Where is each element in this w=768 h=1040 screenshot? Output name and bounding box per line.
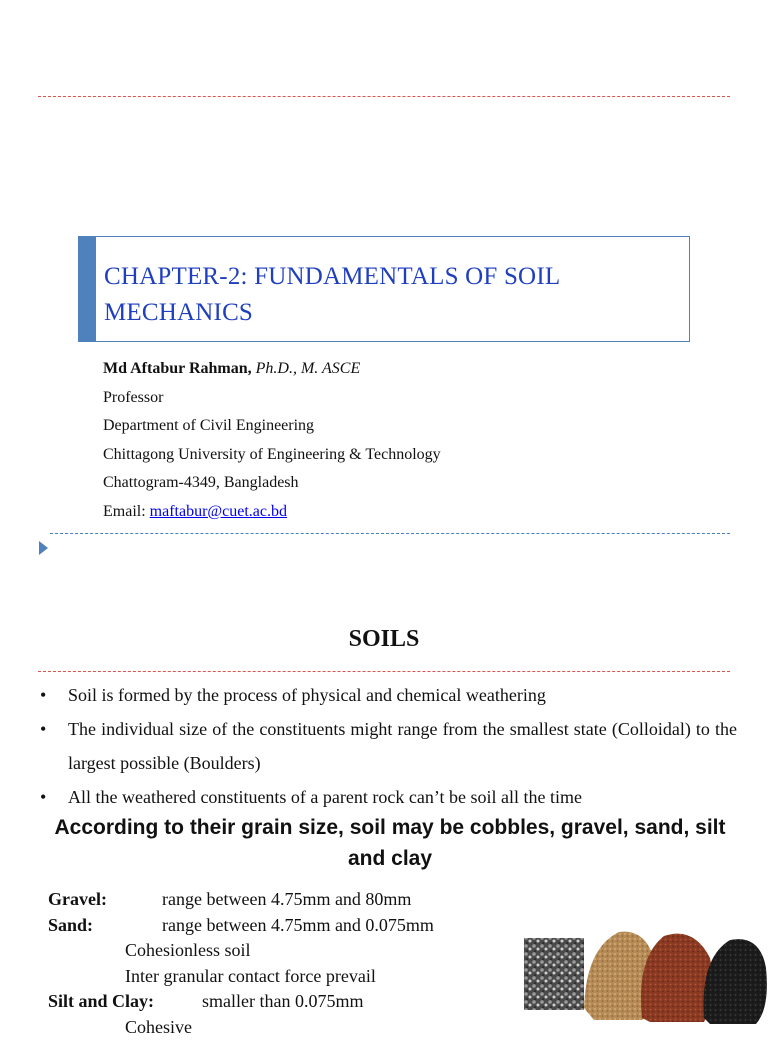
author-university: Chittagong University of Engineering & Technology (103, 441, 441, 470)
sand-range: range between 4.75mm and 0.075mm (162, 913, 434, 939)
gravel-sample (524, 938, 584, 1010)
clay-sample (704, 939, 767, 1024)
section-heading: SOILS (0, 626, 768, 653)
author-department: Department of Civil Engineering (103, 412, 441, 441)
silt-clay-label: Silt and Clay: (48, 989, 154, 1015)
top-divider (38, 96, 730, 97)
author-line (103, 355, 441, 384)
list-item: • The individual size of the constituents might range from the smallest state (Colloidal) to the largest possible (Boulders) (40, 712, 737, 780)
sand-note-2: Inter granular contact force prevail (125, 964, 376, 990)
play-triangle-icon (39, 541, 48, 555)
soil-samples-image (524, 928, 768, 1024)
silt-clay-note: Cohesive (125, 1015, 192, 1040)
author-email-line (103, 498, 441, 527)
gravel-label: Gravel: (48, 887, 107, 913)
author-credentials: Ph.D., M. ASCE (252, 360, 361, 377)
bullet-icon: • (40, 712, 46, 746)
author-position: Professor (103, 384, 441, 413)
grain-size-heading: According to their grain size, soil may be cobbles, gravel, sand, silt and clay (40, 812, 740, 874)
list-item: • Soil is formed by the process of physical and chemical weathering (40, 678, 737, 712)
title-accent-bar (79, 237, 96, 341)
chapter-title: CHAPTER-2: FUNDAMENTALS OF SOIL MECHANICS (104, 259, 681, 331)
bullet-icon: • (40, 678, 46, 712)
author-name: Md Aftabur Rahman, (103, 360, 252, 377)
bullet-icon: • (40, 780, 46, 814)
email-label: Email: (103, 503, 150, 520)
email-link[interactable]: maftabur@cuet.ac.bd (150, 503, 287, 520)
author-address: Chattogram-4349, Bangladesh (103, 469, 441, 498)
slide-divider (50, 533, 730, 534)
silt-sample (641, 934, 713, 1022)
sand-note-1: Cohesionless soil (125, 938, 251, 964)
silt-clay-range: smaller than 0.075mm (202, 989, 363, 1015)
sand-label: Sand: (48, 913, 93, 939)
author-block (103, 355, 441, 526)
section-divider (38, 671, 730, 672)
title-box (78, 236, 690, 342)
gravel-range: range between 4.75mm and 80mm (162, 887, 411, 913)
bullet-list (40, 678, 737, 814)
list-item: • All the weathered constituents of a parent rock can’t be soil all the time (40, 780, 737, 814)
